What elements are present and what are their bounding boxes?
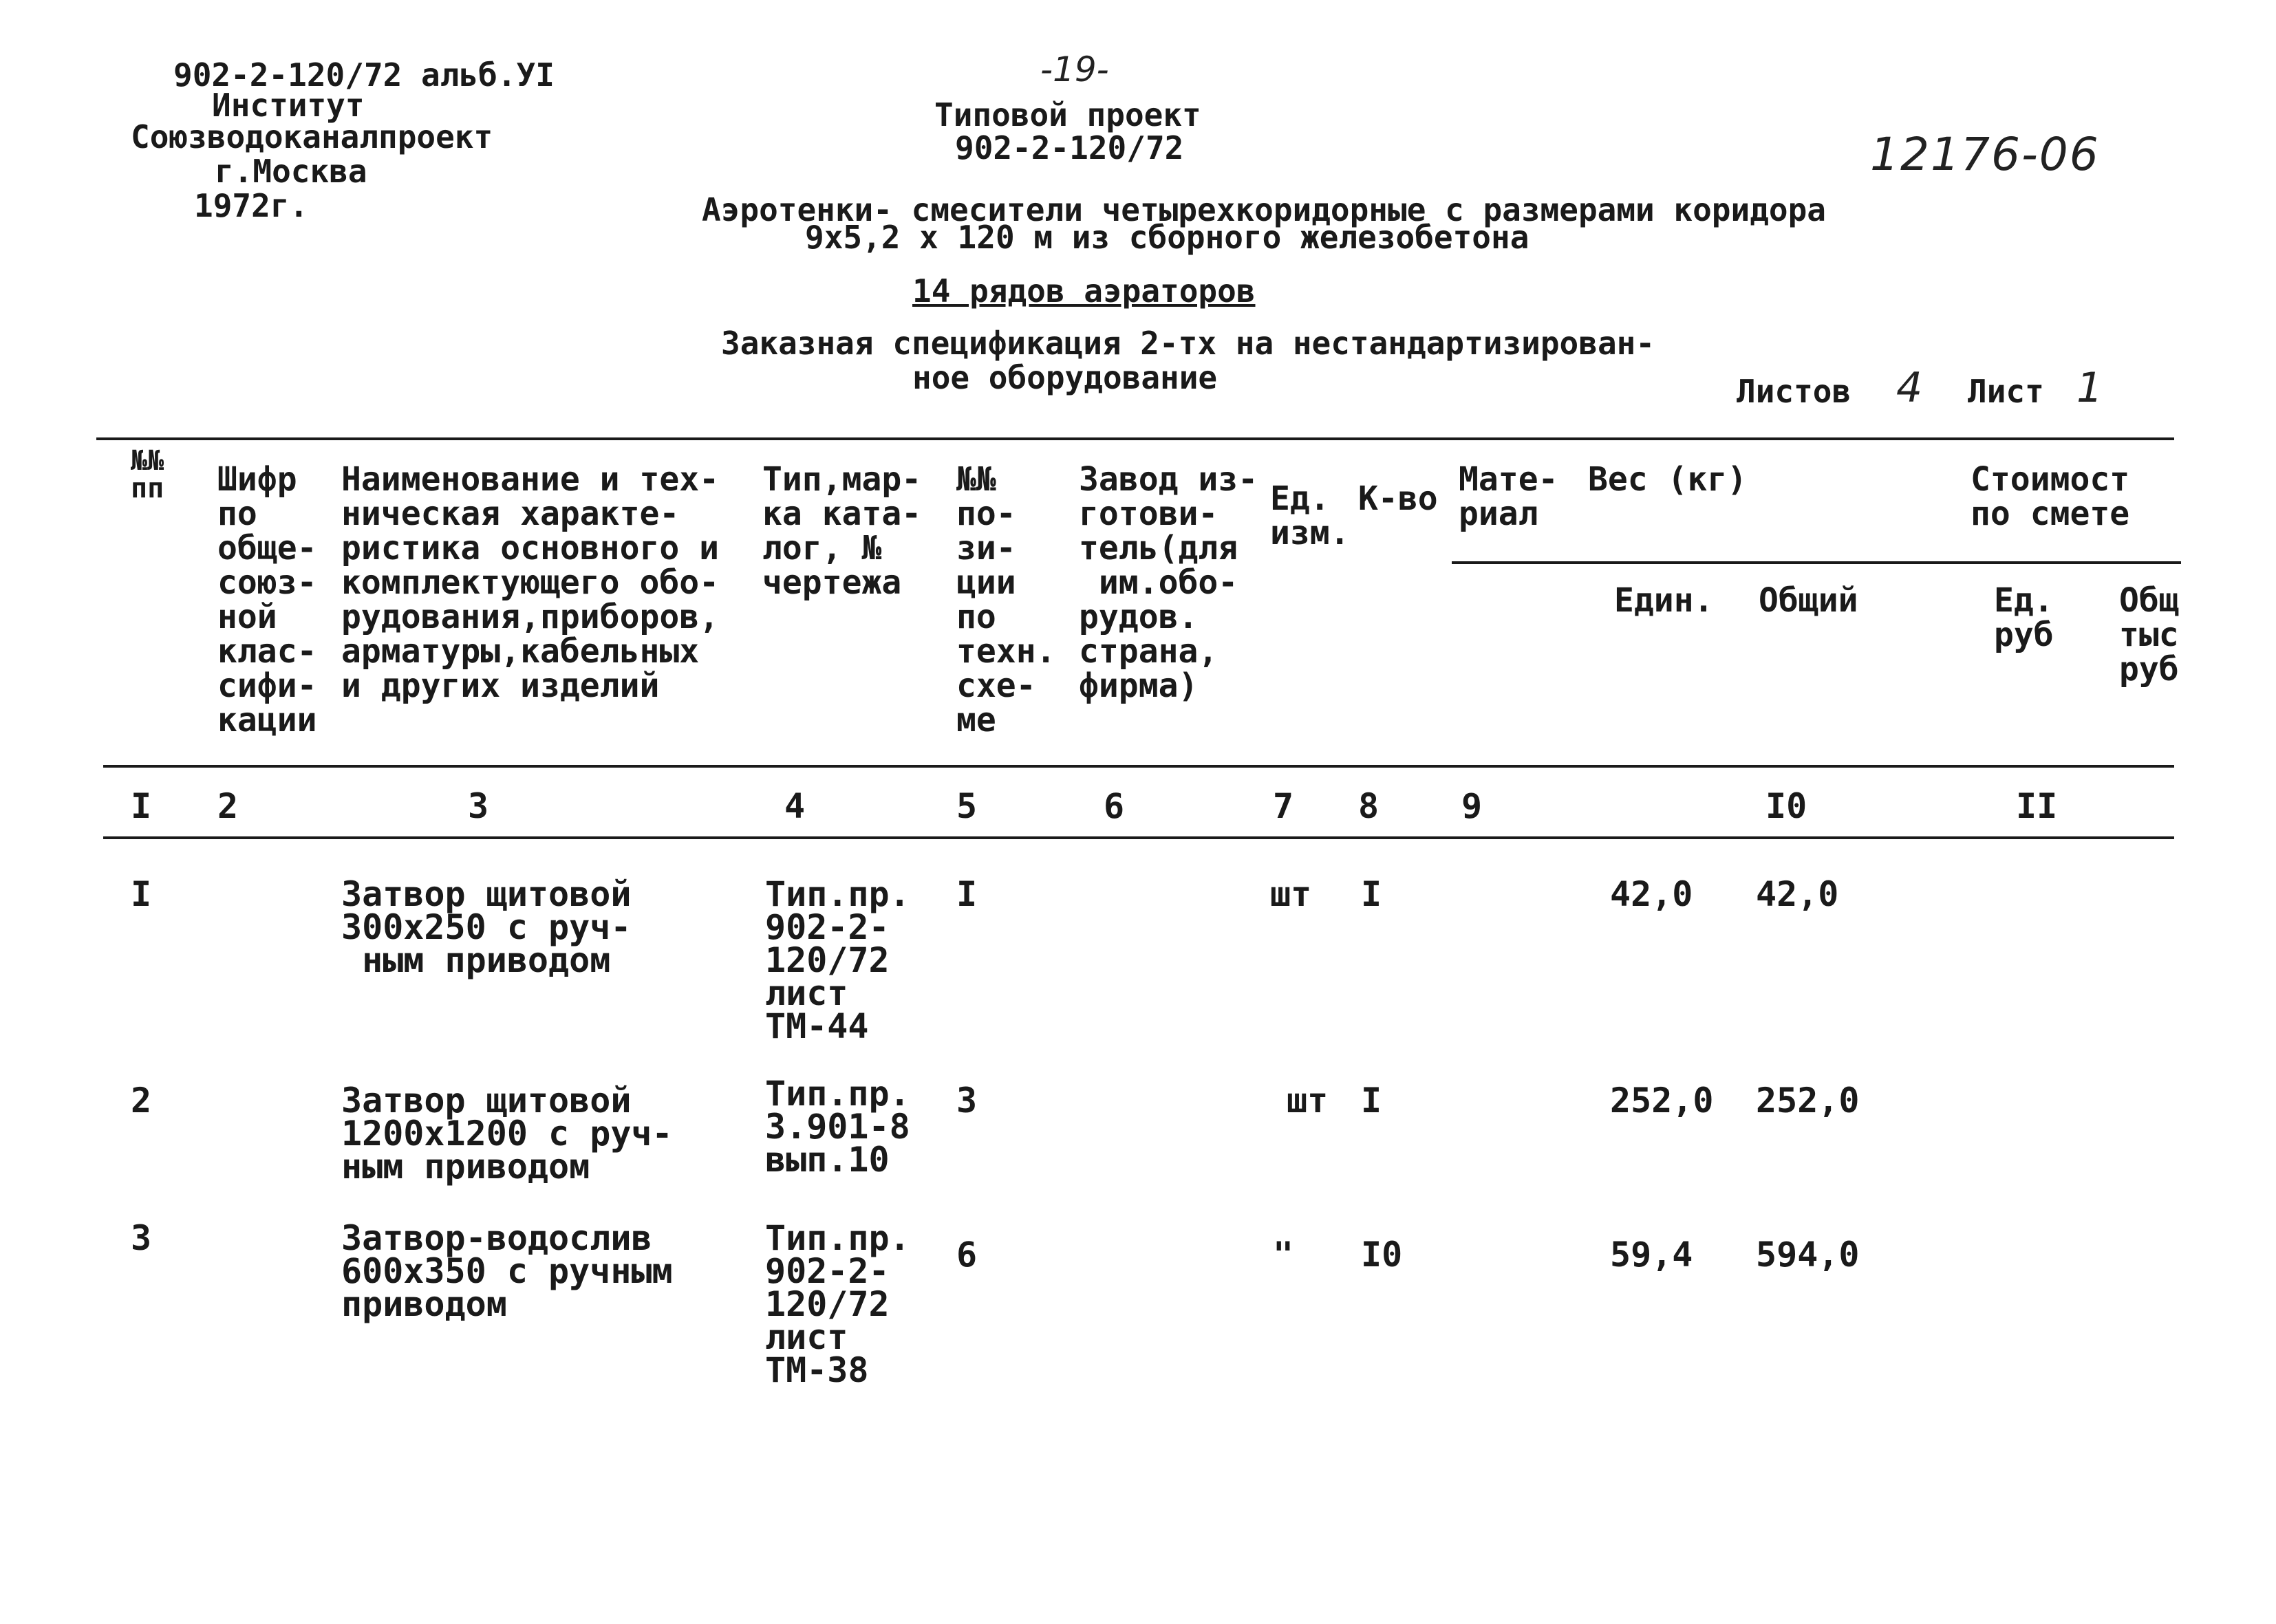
project-type: Типовой проект <box>934 96 1201 133</box>
city: г.Москва <box>215 153 367 190</box>
row-num: I <box>131 874 152 914</box>
header-weight-unit: Един. <box>1614 581 1714 620</box>
sheets-value: 4 <box>1896 364 1923 412</box>
sheets-label: Листов <box>1737 373 1851 410</box>
row-name: Затвор щитовой 300х250 с руч- ным приводом <box>341 874 632 980</box>
row-weight-total: 252,0 <box>1756 1081 1860 1120</box>
row-weight-unit: 252,0 <box>1610 1081 1714 1120</box>
row-qty: I0 <box>1361 1235 1403 1275</box>
row-num: 2 <box>131 1081 152 1120</box>
header-qty: К-во <box>1358 479 1438 518</box>
colnum-1: I <box>131 786 152 826</box>
header-name: Наименование и тех- ническая характе- ристика основного и комплектующего обо- рудования,приборов, арматуры,кабельных и других изделий <box>341 460 720 705</box>
colnum-11: II <box>2016 786 2058 826</box>
row-qty: I <box>1361 874 1382 914</box>
header-weight-total: Общий <box>1759 581 1858 620</box>
colnum-5: 5 <box>956 786 978 826</box>
header-code: Шифр по обще- союз- ной клас- сифи- кации <box>217 460 317 739</box>
header-cost-total: Общ тыс руб <box>2119 581 2179 689</box>
header-num: №№ пп <box>131 445 164 504</box>
sheet-label: Лист <box>1968 373 2044 410</box>
row-weight-total: 42,0 <box>1756 874 1839 914</box>
colnum-6: 6 <box>1104 786 1125 826</box>
colnum-8: 8 <box>1358 786 1379 826</box>
year: 1972г. <box>194 187 309 224</box>
header-type: Тип,мар- ка ката- лог, № чертежа <box>762 460 922 602</box>
stamp-number: 12176-06 <box>1870 128 2100 181</box>
title-line-2: 9х5,2 х 120 м из сборного железобетона <box>805 219 1529 256</box>
organization-name: Союзводоканалпроект <box>131 118 493 155</box>
spec-line-2: ное оборудование <box>912 359 1218 396</box>
row-qty: I <box>1361 1081 1382 1120</box>
colnum-bottom-rule <box>103 836 2174 839</box>
row-weight-total: 594,0 <box>1756 1235 1860 1275</box>
header-position: №№ по- зи- ции по техн. схе- ме <box>956 460 1056 739</box>
spec-line-1: Заказная спецификация 2-тх на нестандартизирован- <box>721 325 1655 362</box>
subheader-rule <box>1452 561 2181 564</box>
row-name: Затвор-водослив 600х350 с ручным приводом <box>341 1218 673 1324</box>
institute-label: Институт <box>212 87 365 124</box>
header-manufacturer: Завод из- готови- тель(для им.обо- рудов. страна, фирма) <box>1079 460 1258 705</box>
sheet-value: 1 <box>2076 364 2103 412</box>
row-type: Тип.пр. 902-2- 120/72 лист ТМ-44 <box>765 874 910 1046</box>
subtitle: 14 рядов аэраторов <box>912 272 1256 310</box>
row-unit: шт <box>1287 1081 1329 1120</box>
header-bottom-rule <box>103 765 2174 768</box>
row-name: Затвор щитовой 1200х1200 с руч- ным приводом <box>341 1081 673 1187</box>
header-cost-unit: Ед. руб <box>1994 581 2054 654</box>
row-unit: шт <box>1270 874 1312 914</box>
row-num: 3 <box>131 1218 152 1258</box>
title-line-1: Аэротенки- смесители четырехкоридорные с размерами коридора <box>702 191 1826 228</box>
row-unit: " <box>1273 1235 1294 1275</box>
header-material: Мате- риал <box>1459 460 1558 533</box>
colnum-3: 3 <box>468 786 489 826</box>
colnum-9: 9 <box>1461 786 1483 826</box>
project-code: 902-2-120/72 <box>955 129 1184 166</box>
page-mark: -19- <box>1040 50 1109 89</box>
row-position: 3 <box>956 1081 978 1120</box>
colnum-2: 2 <box>217 786 239 826</box>
header-weight: Вес (кг) <box>1588 460 1748 499</box>
album-code: 902-2-120/72 альб.УI <box>173 56 555 94</box>
header-cost: Стоимост по смете <box>1971 460 2130 533</box>
header-unit: Ед. изм. <box>1270 479 1350 552</box>
table-top-rule <box>96 437 2174 440</box>
colnum-4: 4 <box>784 786 806 826</box>
row-type: Тип.пр. 3.901-8 вып.10 <box>765 1074 910 1180</box>
row-weight-unit: 59,4 <box>1610 1235 1693 1275</box>
row-position: 6 <box>956 1235 978 1275</box>
row-position: I <box>956 874 978 914</box>
row-weight-unit: 42,0 <box>1610 874 1693 914</box>
colnum-10: I0 <box>1765 786 1807 826</box>
colnum-7: 7 <box>1273 786 1294 826</box>
row-type: Тип.пр. 902-2- 120/72 лист ТМ-38 <box>765 1218 910 1390</box>
